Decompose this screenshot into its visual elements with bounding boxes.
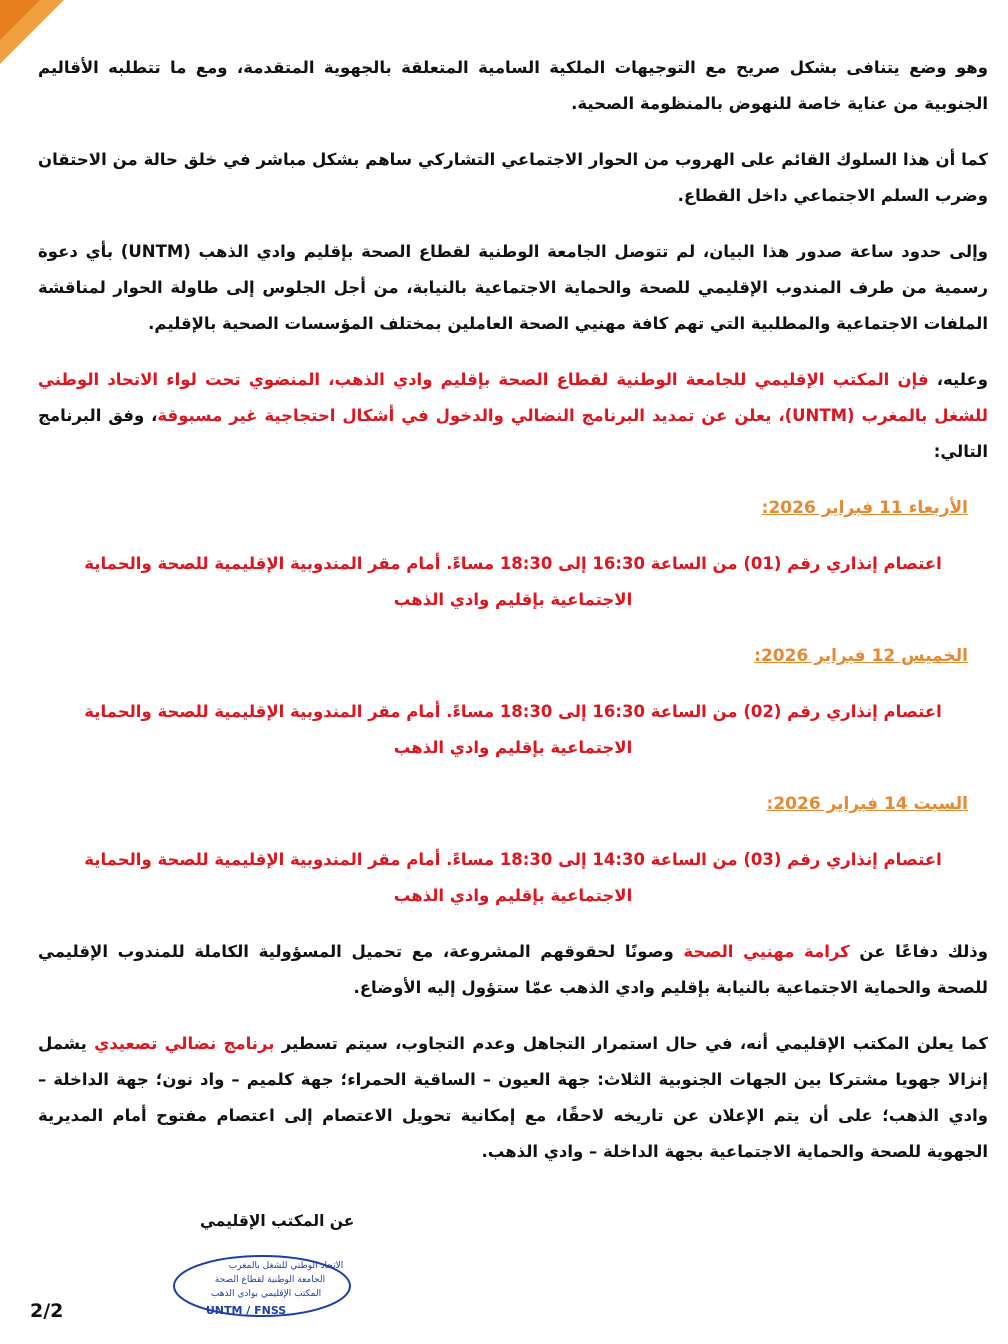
- paragraph-5: [38, 934, 988, 1006]
- page-number: 2/2: [30, 1300, 64, 1322]
- paragraph-3: وإلى حدود ساعة صدور هذا البيان، لم تتوصل الجامعة الوطنية لقطاع الصحة بإقليم وادي الذهب (UNTM) بأي دعوة رسمية من طرف المندوب الإقليمي للصحة والحماية الاجتماعية بالنيابة، من أجل الجلوس إلى طاولة الحوار لمناقشة الملفات الاجتماعية والمطلبية التي تهم كافة مهنيي الصحة العاملين بمختلف المؤسسات الصحية بالإقليم.: [38, 242, 988, 333]
- paragraph-4-outro: ، وفق البرنامج التالي:: [38, 406, 988, 461]
- stamp-line-1: الاتحاد الوطني للشغل بالمغرب: [228, 1261, 344, 1271]
- document-body: [38, 50, 988, 1190]
- schedule-date-2: الخميس 12 فبراير 2026:: [754, 646, 968, 666]
- office-stamp: [166, 1250, 354, 1324]
- paragraph-4-intro: وعليه،: [928, 370, 988, 389]
- paragraph-5-intro: وذلك دفاعًا عن: [849, 942, 988, 961]
- paragraph-6-highlight: برنامج نضالي تصعيدي: [94, 1034, 275, 1053]
- paragraph-4-highlight: فإن المكتب الإقليمي للجامعة الوطنية لقطاع الصحة بإقليم وادي الذهب، المنضوي تحت لواء الاتحاد الوطني للشغل بالمغرب (UNTM)، يعلن عن تمديد البرنامج النضالي والدخول في أشكال احتجاجية غير مسبوقة: [38, 370, 988, 425]
- paragraph-5-outro: وصونًا لحقوقهم المشروعة، مع تحميل المسؤولية الكاملة للمندوب الإقليمي للصحة والحماية الاجتماعية بالنيابة بإقليم وادي الذهب عمّا ستؤول إليه الأوضاع.: [38, 942, 988, 997]
- signature-heading: عن المكتب الإقليمي: [200, 1212, 355, 1230]
- schedule-event-3: اعتصام إنذاري رقم (03) من الساعة 14:30 إلى 18:30 مساءً. أمام مقر المندوبية الإقليمية للصحة والحماية الاجتماعية بإقليم وادي الذهب: [84, 850, 942, 905]
- schedule-date-1: الأربعاء 11 فبراير 2026:: [761, 498, 968, 518]
- schedule-event-2: اعتصام إنذاري رقم (02) من الساعة 16:30 إلى 18:30 مساءً. أمام مقر المندوبية الإقليمية للصحة والحماية الاجتماعية بإقليم وادي الذهب: [84, 702, 942, 757]
- paragraph-4: [38, 362, 988, 470]
- schedule-date-3: السبت 14 فبراير 2026:: [766, 794, 968, 814]
- stamp-line-2: الجامعة الوطنية لقطاع الصحة: [214, 1275, 326, 1285]
- paragraph-5-highlight: كرامة مهنيي الصحة: [683, 942, 850, 961]
- schedule-event-1: اعتصام إنذاري رقم (01) من الساعة 16:30 إلى 18:30 مساءً. أمام مقر المندوبية الإقليمية للصحة والحماية الاجتماعية بإقليم وادي الذهب: [84, 554, 942, 609]
- stamp-footer: UNTM / FNSS: [205, 1304, 287, 1317]
- paragraph-2: كما أن هذا السلوك القائم على الهروب من الحوار الاجتماعي التشاركي ساهم بشكل مباشر في خلق حالة من الاحتقان وضرب السلم الاجتماعي داخل القطاع.: [38, 150, 988, 205]
- paragraph-6-outro: يشمل إنزالا جهويا مشتركا بين الجهات الجنوبية الثلاث: جهة العيون – الساقية الحمراء؛ جهة كلميم – واد نون؛ جهة الداخلة – وادي الذهب؛ على أن يتم الإعلان عن تاريخه لاحقًا، مع إمكانية تحويل الاعتصام إلى اعتصام مفتوح أمام المديرية الجهوية للصحة والحماية الاجتماعية بجهة الداخلة – وادي الذهب.: [38, 1034, 988, 1161]
- paragraph-1: وهو وضع يتنافى بشكل صريح مع التوجيهات الملكية السامية المتعلقة بالجهوية المتقدمة، ومع ما تتطلبه الأقاليم الجنوبية من عناية خاصة للنهوض بالمنظومة الصحية.: [38, 58, 988, 113]
- paragraph-6: [38, 1026, 988, 1170]
- corner-decoration-inner: [0, 0, 40, 40]
- paragraph-6-intro: كما يعلن المكتب الإقليمي أنه، في حال استمرار التجاهل وعدم التجاوب، سيتم تسطير: [274, 1034, 988, 1053]
- stamp-line-3: المكتب الإقليمي بوادي الذهب: [210, 1289, 322, 1299]
